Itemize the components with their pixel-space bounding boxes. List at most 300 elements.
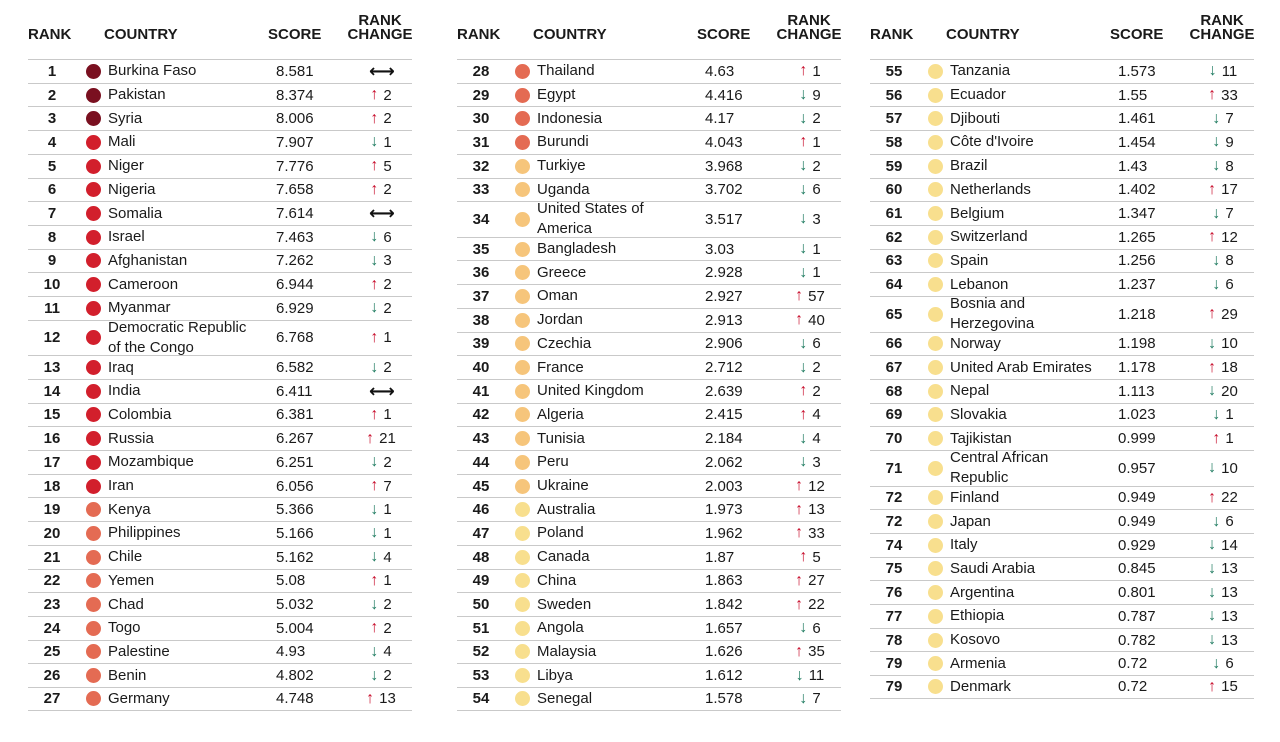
rank-change-cell [1194,487,1250,510]
score-cell: 7.658 [276,181,314,199]
table-row [457,403,841,427]
score-cell: 2.928 [705,264,743,282]
score-color-dot [86,253,101,268]
rank-change-value: 33 [1221,86,1238,104]
arrow-down-icon: ↓ [799,157,808,175]
rank-change-value: 2 [383,453,392,471]
score-color-dot [928,111,943,126]
rank-cell: 74 [885,536,903,554]
country-cell: Angola [537,619,584,637]
score-cell: 6.251 [276,453,314,471]
rank-change-value: 6 [812,619,821,637]
table-row [28,616,412,640]
table-row [870,604,1254,628]
arrow-up-icon: ↑ [795,311,804,329]
score-color-dot [928,307,943,322]
arrow-down-icon: ↓ [799,453,808,471]
rank-change-value: 2 [812,359,821,377]
table-row [870,225,1254,249]
rank-cell: 18 [43,477,61,495]
rank-change-cell [1194,558,1250,581]
arrow-up-icon: ↑ [799,62,808,80]
score-cell: 7.262 [276,252,314,270]
rank-change-value: 1 [383,133,392,151]
score-color-dot [86,159,101,174]
score-cell: 1.657 [705,619,743,637]
rank-change-value: 4 [812,430,821,448]
rank-cell: 40 [472,359,490,377]
score-cell: 5.004 [276,619,314,637]
arrow-down-icon: ↓ [370,524,379,542]
country-cell: Nepal [950,382,990,400]
score-cell: 2.639 [705,382,743,400]
score-color-dot [928,159,943,174]
rank-cell: 75 [885,560,903,578]
table-row [457,640,841,664]
ranking-column-2 [457,0,841,742]
country-name-line: Bosnia and [950,295,1026,313]
rank-change-cell [1194,107,1250,130]
arrow-down-icon: ↓ [1208,559,1217,577]
rank-cell: 69 [885,406,903,424]
score-cell: 4.63 [705,62,735,80]
score-color-dot [515,242,530,257]
arrow-up-icon: ↑ [795,477,804,495]
rank-change-cell [352,107,408,130]
rank-header: RANK [457,26,501,43]
score-color-dot [515,111,530,126]
table-row [28,320,412,356]
table-row [870,651,1254,675]
rank-change-cell [352,451,408,474]
table-row [870,533,1254,557]
score-color-dot [928,384,943,399]
table-row [457,237,841,261]
rank-cell: 15 [43,406,61,424]
score-color-dot [928,230,943,245]
score-cell: 0.787 [1118,607,1156,625]
table-row [870,486,1254,510]
score-cell: 1.113 [1118,382,1155,400]
rank-change-cell [781,617,837,640]
rank-change-value: 35 [808,643,825,661]
rank-cell: 77 [885,607,903,625]
no-change-arrow-icon: ⟷ [369,60,395,81]
rank-change-value: 8 [1225,157,1234,175]
rank-change-value: 20 [1221,382,1238,400]
score-cell: 4.748 [276,690,314,708]
rank-change-value: 3 [383,252,392,270]
score-cell: 0.957 [1118,459,1156,477]
country-name-line: United States of [537,200,644,218]
rank-cell: 20 [43,524,61,542]
rank-change-cell [352,688,408,710]
arrow-up-icon: ↑ [1208,180,1217,198]
country-name-line: America [537,220,593,238]
country-cell: Benin [108,666,147,684]
rank-cell: 32 [472,157,490,175]
rank-change-header-line: RANK [358,12,402,29]
rank-cell: 76 [885,584,903,602]
country-cell: Indonesia [537,109,603,127]
rank-cell: 49 [472,572,490,590]
score-color-dot [86,597,101,612]
table-row [870,201,1254,225]
score-color-dot [928,88,943,103]
rank-cell: 9 [47,252,57,270]
country-cell: India [108,382,141,400]
rank-change-value: 27 [808,572,825,590]
country-cell [108,318,247,356]
score-cell: 6.944 [276,276,314,294]
rank-change-cell [1194,179,1250,202]
score-cell: 3.517 [705,210,743,228]
rank-change-value: 1 [1225,406,1234,424]
rank-cell: 70 [885,430,903,448]
rank-cell: 79 [885,655,903,673]
country-cell: Brazil [950,157,988,175]
score-cell: 0.72 [1118,655,1148,673]
score-cell: 2.712 [705,359,743,377]
score-cell: 7.907 [276,133,314,151]
country-cell: Tunisia [537,429,585,447]
rank-change-value: 6 [383,228,392,246]
arrow-up-icon: ↑ [1208,86,1217,104]
rank-change-cell [781,238,837,261]
country-cell: Turkiye [537,157,586,175]
score-cell: 7.614 [276,205,314,223]
arrow-down-icon: ↓ [1212,157,1221,175]
rank-change-value: 6 [812,181,821,199]
country-cell: Egypt [537,86,576,104]
rank-change-cell [352,202,408,225]
score-cell: 4.93 [276,643,306,661]
table-row [457,178,841,202]
country-cell: Thailand [537,62,595,80]
country-cell: Japan [950,512,991,530]
score-color-dot [515,621,530,636]
rank-change-cell [1194,451,1250,486]
arrow-down-icon: ↓ [799,210,808,228]
rank-change-value: 1 [1225,430,1234,448]
rank-change-cell [781,664,837,687]
table-header [28,10,412,54]
rank-change-value: 1 [383,524,392,542]
country-name-line: of the Congo [108,338,194,356]
rank-cell: 11 [44,299,60,317]
rank-change-header [773,14,845,42]
country-cell: China [537,571,577,589]
country-cell: Bangladesh [537,240,617,258]
rank-change-value: 5 [812,548,821,566]
table-row [870,154,1254,178]
country-cell: Ethiopia [950,607,1005,625]
rank-cell: 3 [47,110,57,128]
country-cell: Philippines [108,524,181,542]
rank-cell: 5 [47,157,57,175]
table-row [870,557,1254,581]
rank-cell: 21 [43,548,61,566]
table-row [870,628,1254,652]
rank-change-value: 14 [1221,536,1238,554]
score-color-dot [928,633,943,648]
score-color-dot [86,230,101,245]
rank-cell: 38 [472,311,490,329]
score-color-dot [86,301,101,316]
arrow-up-icon: ↑ [799,133,808,151]
country-cell: Switzerland [950,228,1028,246]
rank-change-value: 7 [1225,110,1234,128]
rank-change-value: 13 [808,501,825,519]
rank-cell: 54 [472,690,490,708]
country-cell: Oman [537,287,578,305]
country-cell: Italy [950,536,978,554]
score-color-dot [515,526,530,541]
rank-change-value: 29 [1221,305,1238,323]
country-cell: Somalia [108,204,163,222]
rank-change-cell [781,261,837,284]
score-color-dot [928,538,943,553]
rank-cell: 17 [43,453,61,471]
rank-change-header-line: RANK [1200,12,1244,29]
table-row [457,59,841,83]
country-cell: Colombia [108,405,172,423]
score-cell: 1.43 [1118,157,1148,175]
arrow-down-icon: ↓ [799,109,808,127]
rank-change-value: 1 [812,264,821,282]
score-cell: 0.801 [1118,584,1156,602]
rank-cell: 71 [885,459,903,477]
score-color-dot [515,550,530,565]
rank-cell: 53 [472,667,490,685]
rank-change-value: 2 [383,667,392,685]
score-cell: 6.768 [276,329,314,347]
rank-cell: 31 [472,133,490,151]
rank-cell: 25 [43,643,61,661]
table-row [457,355,841,379]
rank-cell: 68 [885,382,903,400]
table-row [870,379,1254,403]
arrow-down-icon: ↓ [370,666,379,684]
arrow-up-icon: ↑ [370,157,379,175]
rank-change-value: 4 [383,643,392,661]
score-cell: 8.006 [276,110,314,128]
rank-cell: 52 [472,643,490,661]
arrow-up-icon: ↑ [370,405,379,423]
table-row [870,509,1254,533]
rank-cell: 46 [472,501,490,519]
score-color-dot [928,561,943,576]
table-row [28,201,412,225]
rank-change-cell [781,380,837,403]
table-row [870,249,1254,273]
score-color-dot [515,691,530,706]
table-row [457,474,841,498]
score-cell: 4.043 [705,133,743,151]
rank-cell: 72 [885,513,903,531]
country-header: COUNTRY [104,26,178,43]
rank-change-cell [781,155,837,178]
ranking-column-3 [870,0,1254,742]
score-cell: 6.582 [276,359,314,377]
rank-cell: 39 [472,335,490,353]
rank-change-value: 12 [1221,228,1238,246]
score-cell: 5.032 [276,596,314,614]
country-name-line: Democratic Republic [108,318,247,336]
score-color-dot [928,609,943,624]
score-color-dot [86,64,101,79]
rank-change-value: 2 [812,382,821,400]
score-cell: 5.162 [276,548,314,566]
score-color-dot [86,455,101,470]
score-color-dot [86,206,101,221]
rank-change-cell [781,179,837,202]
country-cell: Germany [108,689,170,707]
score-color-dot [86,182,101,197]
rank-change-value: 2 [383,86,392,104]
arrow-down-icon: ↓ [1212,512,1221,530]
table-row [870,296,1254,332]
rank-change-value: 1 [383,501,392,519]
country-cell: Côte d'Ivoire [950,133,1034,151]
country-cell: Ukraine [537,477,589,495]
rank-change-cell [352,427,408,450]
arrow-down-icon: ↓ [799,180,808,198]
rank-cell: 14 [43,382,61,400]
arrow-up-icon: ↑ [1208,488,1217,506]
score-cell: 0.782 [1118,631,1156,649]
rank-change-value: 7 [383,477,392,495]
score-color-dot [86,330,101,345]
rank-change-cell [1194,155,1250,178]
country-cell [950,451,1048,486]
rank-change-value: 13 [1221,607,1238,625]
rank-change-cell [1194,84,1250,107]
rank-change-cell [781,131,837,154]
arrow-down-icon: ↓ [799,619,808,637]
arrow-down-icon: ↓ [1208,536,1217,554]
rank-change-cell [352,404,408,427]
score-cell: 1.256 [1118,252,1156,270]
country-cell: Greece [537,263,587,281]
rank-change-cell [352,475,408,498]
rank-change-cell [352,617,408,640]
rank-change-cell [781,285,837,308]
score-color-dot [86,691,101,706]
rank-change-value: 13 [379,690,396,708]
rank-change-value: 22 [808,596,825,614]
country-cell: Denmark [950,677,1011,695]
arrow-down-icon: ↓ [1212,251,1221,269]
score-cell: 1.198 [1118,335,1156,353]
table-row [457,130,841,154]
table-row [457,592,841,616]
table-row [870,106,1254,130]
country-cell [537,202,644,237]
arrow-down-icon: ↓ [799,358,808,376]
score-color-dot [515,289,530,304]
arrow-up-icon: ↑ [370,477,379,495]
rank-change-cell [781,84,837,107]
rank-change-cell [781,309,837,332]
country-cell: Nigeria [108,180,156,198]
rank-cell: 26 [43,667,61,685]
rank-change-value: 2 [383,110,392,128]
score-cell: 3.968 [705,157,743,175]
score-cell: 1.265 [1118,228,1156,246]
score-cell: 1.578 [705,690,743,708]
arrow-up-icon: ↑ [370,328,379,346]
score-cell: 0.845 [1118,560,1156,578]
score-color-dot [928,656,943,671]
score-color-dot [515,135,530,150]
arrow-up-icon: ↑ [795,500,804,518]
country-name-line: Central African [950,449,1049,467]
country-cell: Burundi [537,133,589,151]
ranking-column-1 [28,0,412,742]
rank-change-value: 9 [1225,133,1234,151]
table-row [28,545,412,569]
score-color-dot [515,313,530,328]
rank-cell: 78 [885,631,903,649]
table-row [28,59,412,83]
score-color-dot [86,277,101,292]
score-cell: 2.913 [705,311,743,329]
rank-change-cell [781,522,837,545]
rank-change-cell [1194,273,1250,296]
score-color-dot [928,336,943,351]
rank-change-value: 13 [1221,631,1238,649]
rank-change-cell [781,202,837,237]
rank-change-value: 2 [383,181,392,199]
arrow-up-icon: ↑ [370,109,379,127]
score-color-dot [928,182,943,197]
rank-change-header-line: CHANGE [776,26,842,43]
country-cell: Libya [537,666,573,684]
country-cell: Peru [537,453,569,471]
rank-cell: 33 [472,181,490,199]
rank-change-cell [352,60,408,83]
score-cell: 6.929 [276,299,314,317]
arrow-down-icon: ↓ [370,453,379,471]
arrow-up-icon: ↑ [1212,429,1221,447]
rank-change-cell [352,356,408,379]
score-cell: 2.062 [705,453,743,471]
rank-cell: 65 [885,305,903,323]
score-cell: 6.056 [276,477,314,495]
table-row [457,284,841,308]
table-row [28,178,412,202]
country-cell: Ecuador [950,86,1006,104]
table-row [457,450,841,474]
score-color-dot [515,64,530,79]
score-color-dot [86,644,101,659]
arrow-down-icon: ↓ [799,334,808,352]
score-cell: 1.973 [705,501,743,519]
score-color-dot [515,597,530,612]
country-cell: Israel [108,228,145,246]
rank-change-cell [1194,380,1250,403]
rank-header: RANK [870,26,914,43]
table-row [457,521,841,545]
country-cell: Iran [108,477,134,495]
rank-change-cell [352,570,408,593]
rank-change-value: 21 [379,430,396,448]
table-row [28,355,412,379]
country-cell: United Arab Emirates [950,358,1092,376]
rank-change-value: 33 [808,524,825,542]
table-row [457,260,841,284]
